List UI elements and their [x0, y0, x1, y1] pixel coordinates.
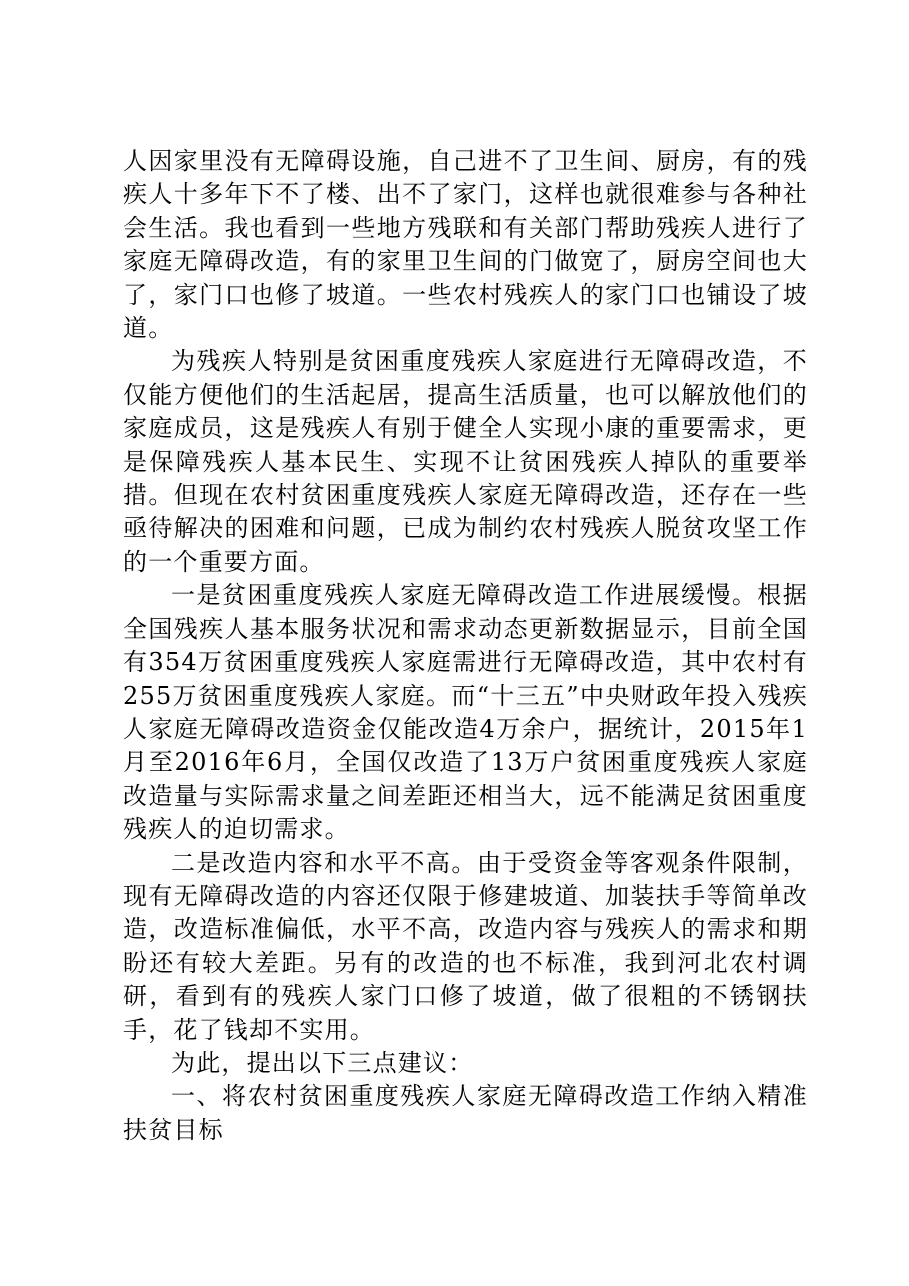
paragraph-proposal-one-heading: 一、将农村贫困重度残疾人家庭无障碍改造工作纳入精准扶贫目标 [123, 1082, 808, 1144]
paragraph-continuation: 人因家里没有无障碍设施，自己进不了卫生间、厨房，有的残疾人十多年下不了楼、出不了家门，这样也就很难参与各种社会生活。我也看到一些地方残联和有关部门帮助残疾人进行了家庭无障碍改造，有的家里卫生间的门做宽了，厨房空间也大了，家门口也修了坡道。一些农村残疾人的家门口也铺设了坡道。 [123, 147, 808, 343]
paragraph-importance: 为残疾人特别是贫困重度残疾人家庭进行无障碍改造，不仅能方便他们的生活起居，提高生活质量，也可以解放他们的家庭成员，这是残疾人有别于健全人实现小康的重要需求，更是保障残疾人基本民生、实现不让贫困残疾人掉队的重要举措。但现在农村贫困重度残疾人家庭无障碍改造，还存在一些亟待解决的困难和问题，已成为制约农村残疾人脱贫攻坚工作的一个重要方面。 [123, 347, 808, 576]
document-body [123, 145, 808, 1147]
paragraph-issue-one: 一是贫困重度残疾人家庭无障碍改造工作进展缓慢。根据全国残疾人基本服务状况和需求动态更新数据显示，目前全国有354万贫困重度残疾人家庭需进行无障碍改造，其中农村有255万贫困重度残疾人家庭。而“十三五”中央财政年投入残疾人家庭无障碍改造资金仅能改造4万余户，据统计，2015年1月至2016年6月，全国仅改造了13万户贫困重度残疾人家庭改造量与实际需求量之间差距还相当大，远不能满足贫困重度残疾人的迫切需求。 [123, 581, 808, 844]
paragraph-issue-two: 二是改造内容和水平不高。由于受资金等客观条件限制，现有无障碍改造的内容还仅限于修建坡道、加装扶手等简单改造，改造标准偏低，水平不高，改造内容与残疾人的需求和期盼还有较大差距。另有的改造的也不标准，我到河北农村调研，看到有的残疾人家门口修了坡道，做了很粗的不锈钢扶手，花了钱却不实用。 [123, 848, 808, 1044]
paragraph-proposal-intro: 为此，提出以下三点建议： [171, 1048, 474, 1077]
